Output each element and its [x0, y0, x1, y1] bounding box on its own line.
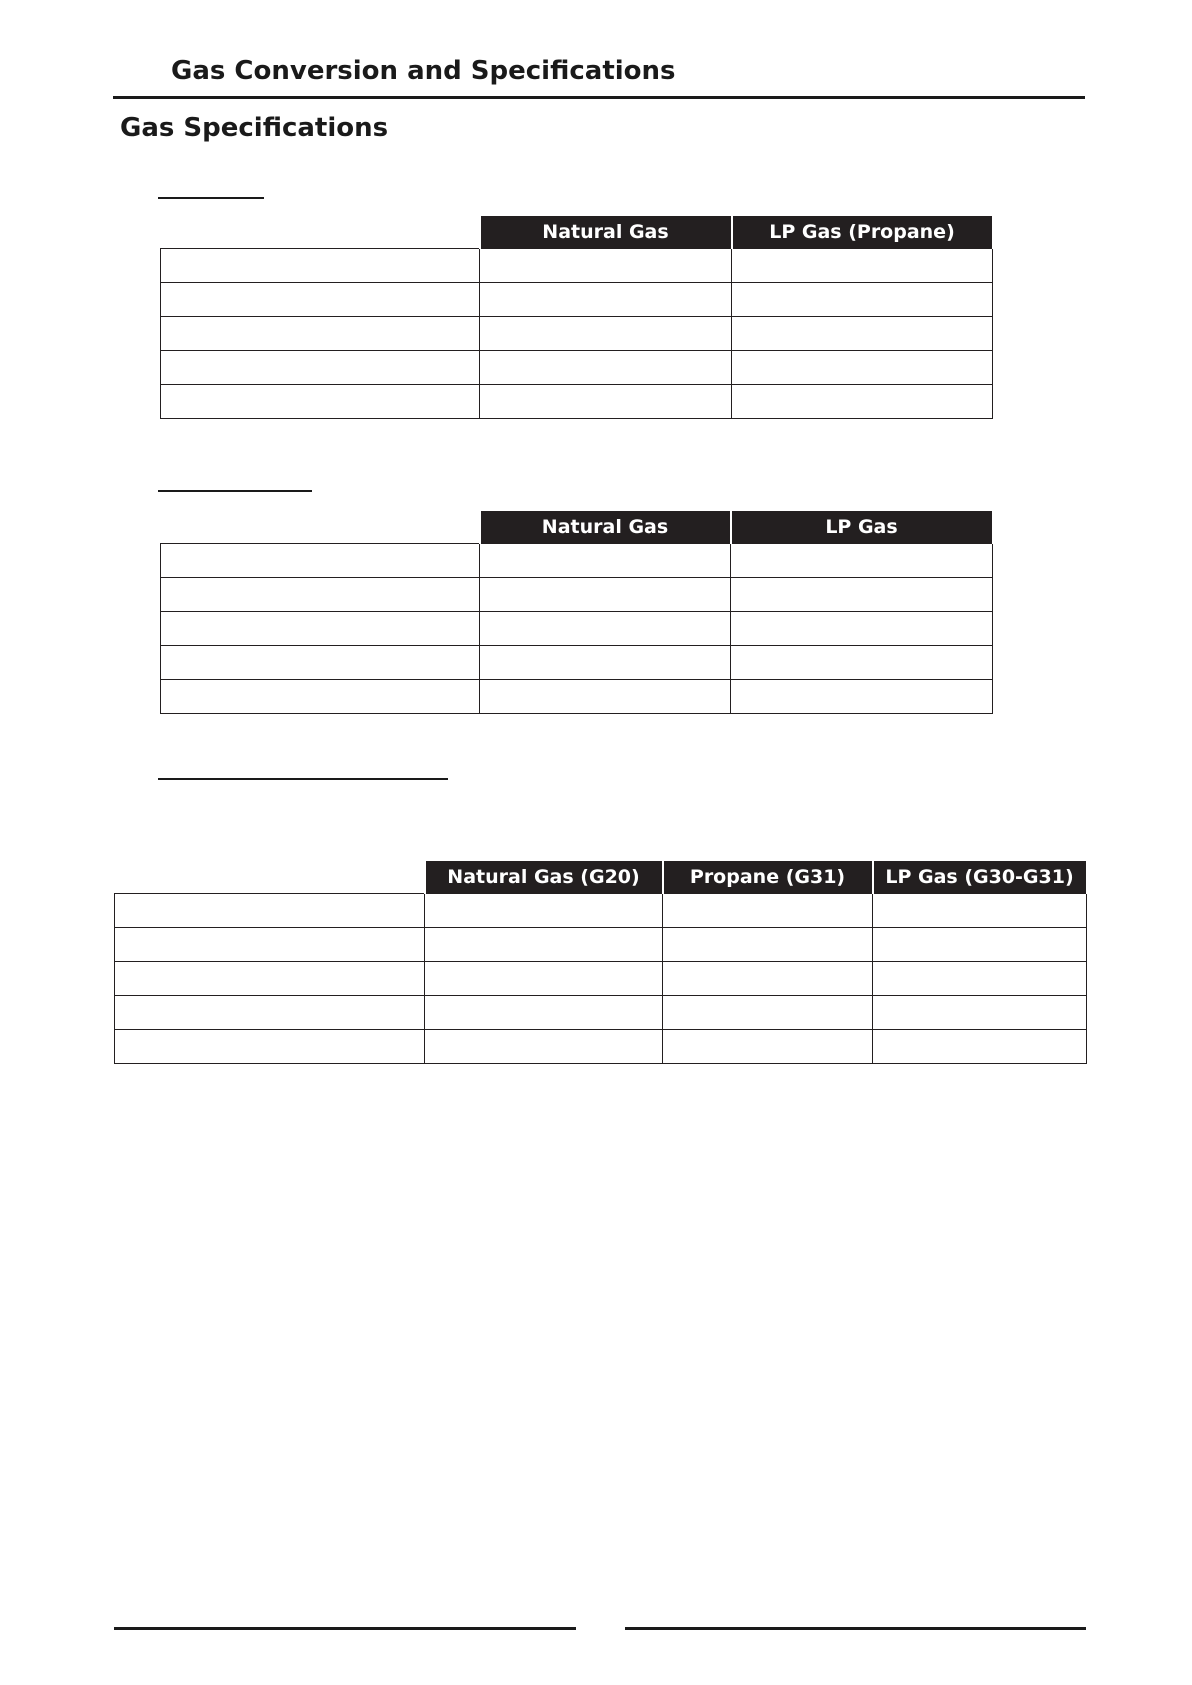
table-cell [732, 249, 993, 283]
table-cell [161, 317, 480, 351]
column-header: LP Gas [731, 511, 993, 544]
page-header-title: Gas Conversion and Specifications [171, 56, 676, 86]
column-header: Natural Gas [480, 511, 731, 544]
table-row [161, 646, 993, 680]
table-cell [732, 351, 993, 385]
table-row [115, 962, 1087, 996]
table-cell [480, 385, 732, 419]
table-cell [873, 928, 1087, 962]
table-row [161, 283, 993, 317]
table-row [115, 1030, 1087, 1064]
table-cell [480, 351, 732, 385]
table-cell [161, 578, 480, 612]
table-cell [480, 249, 732, 283]
table-cell [732, 283, 993, 317]
table-cell [425, 928, 663, 962]
table-cell [873, 996, 1087, 1030]
footer-rule-left [114, 1627, 576, 1630]
table-row [115, 928, 1087, 962]
table-cell [480, 544, 731, 578]
table-header-row [115, 861, 1087, 894]
table-cell [731, 578, 993, 612]
table-cell [873, 894, 1087, 928]
table-cell [161, 249, 480, 283]
table-row [161, 612, 993, 646]
table-row [161, 317, 993, 351]
table-cell [731, 680, 993, 714]
spec-table-2 [160, 511, 994, 714]
table-row [115, 996, 1087, 1030]
column-header: Propane (G31) [663, 861, 873, 894]
spec-table-1 [160, 216, 994, 419]
column-header: LP Gas (Propane) [732, 216, 993, 249]
table-cell [480, 283, 732, 317]
subheading-underline-2 [158, 490, 312, 492]
table-cell [663, 894, 873, 928]
table-cell [873, 962, 1087, 996]
table-cell [115, 962, 425, 996]
footer-rule-right [625, 1627, 1086, 1630]
table-row [115, 894, 1087, 928]
table-cell [480, 680, 731, 714]
section-title: Gas Specifications [120, 113, 389, 143]
table-cell [161, 646, 480, 680]
table-cell [480, 578, 731, 612]
table-header-row [161, 216, 993, 249]
table-cell [115, 894, 425, 928]
table-cell [161, 612, 480, 646]
table-cell [161, 385, 480, 419]
table-cell [161, 283, 480, 317]
table-cell [161, 680, 480, 714]
table-cell [161, 544, 480, 578]
table-header-row [161, 511, 993, 544]
table-cell [873, 1030, 1087, 1064]
table-cell [480, 612, 731, 646]
table-cell [731, 544, 993, 578]
table-row [161, 351, 993, 385]
subheading-underline-3 [158, 778, 448, 780]
table-cell [480, 646, 731, 680]
table-cell [425, 996, 663, 1030]
subheading-underline-1 [158, 197, 264, 199]
table-row [161, 249, 993, 283]
table-cell [115, 928, 425, 962]
table-cell [161, 351, 480, 385]
table-cell [732, 385, 993, 419]
table-row [161, 385, 993, 419]
table-cell [425, 1030, 663, 1064]
table-cell [663, 928, 873, 962]
header-blank-cell [161, 216, 480, 249]
table-row [161, 544, 993, 578]
column-header: Natural Gas (G20) [425, 861, 663, 894]
header-blank-cell [115, 861, 425, 894]
table-cell [115, 1030, 425, 1064]
table-cell [731, 646, 993, 680]
table-cell [425, 962, 663, 996]
table-cell [480, 317, 732, 351]
column-header: Natural Gas [480, 216, 732, 249]
table-row [161, 578, 993, 612]
header-blank-cell [161, 511, 480, 544]
page-header [113, 50, 1085, 99]
table-cell [115, 996, 425, 1030]
table-cell [663, 1030, 873, 1064]
column-header: LP Gas (G30-G31) [873, 861, 1087, 894]
table-cell [732, 317, 993, 351]
table-cell [425, 894, 663, 928]
table-cell [731, 612, 993, 646]
table-cell [663, 996, 873, 1030]
spec-table-3 [114, 861, 1088, 1064]
table-row [161, 680, 993, 714]
table-cell [663, 962, 873, 996]
